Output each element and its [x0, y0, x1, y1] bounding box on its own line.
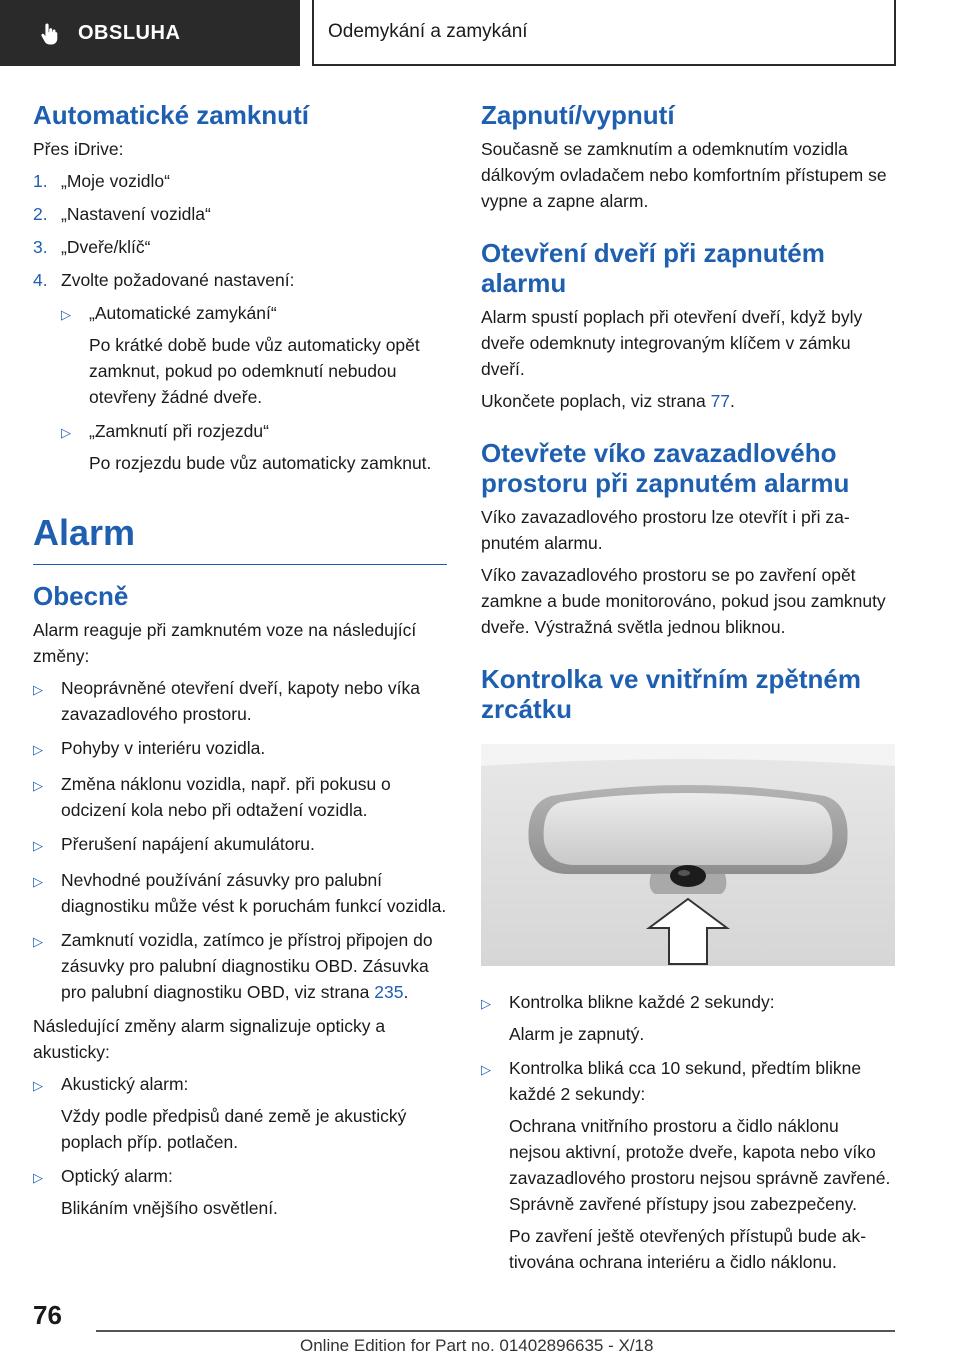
triangle-bullet-icon: ▷	[33, 934, 43, 949]
step-number: 2.	[33, 204, 48, 224]
list-item-text: Zamknutí vozidla, zatímco je přístroj připojen do zásuvky pro palubní diagnostiku OBD. Zásuvka pro palubní diagnostiku OBD, viz strana	[61, 930, 433, 1002]
list-item-text: Přerušení napájení akumulátoru.	[61, 834, 315, 854]
header-section-label: OBSLUHA	[78, 21, 181, 44]
list-item	[481, 989, 895, 1047]
doors-heading: Otevření dveří při zapnutém alarmu	[481, 238, 825, 298]
auto-lock-intro: Přes iDrive:	[33, 139, 124, 159]
doors-text: Alarm spustí poplach při otevření dveří, když byly dveře odemknuty integrovaným klíčem v zámku dveří.	[481, 307, 863, 379]
step-item	[33, 267, 447, 293]
page-link-235[interactable]: 235	[374, 982, 404, 1002]
indicator-title: Kontrolka bliká cca 10 sekund, předtím blikne každé 2 sekundy:	[509, 1058, 862, 1104]
list-item	[61, 300, 447, 410]
general-heading: Obecně	[33, 581, 129, 611]
auto-lock-options	[61, 300, 447, 476]
triangle-bullet-icon: ▷	[33, 838, 43, 853]
triangle-bullet-icon: ▷	[33, 682, 43, 697]
list-item	[33, 771, 447, 823]
page-link-77[interactable]: 77	[710, 391, 731, 411]
step-number: 4.	[33, 270, 48, 290]
signal-title: Akustický alarm:	[61, 1074, 189, 1094]
indicator-list	[481, 989, 895, 1275]
auto-lock-steps	[33, 168, 447, 293]
triangle-bullet-icon: ▷	[33, 874, 43, 889]
rearview-mirror-illustration	[481, 744, 895, 966]
triangle-bullet-icon: ▷	[33, 778, 43, 793]
alarm-chapter-title: Alarm	[33, 512, 447, 565]
header-chapter-label: Odemykání a zamykání	[328, 21, 528, 42]
doors-end-label: Ukončete poplach, viz strana	[481, 391, 711, 411]
triangle-bullet-icon: ▷	[481, 996, 491, 1011]
mirror-heading: Kontrolka ve vnitřním zpětném zrcátku	[481, 664, 861, 724]
option-title: „Automatické zamykání“	[89, 303, 277, 323]
list-item	[33, 675, 447, 727]
step-text: „Dveře/klíč“	[61, 237, 151, 257]
indicator-desc: Ochrana vnitřního prostoru a čidlo náklonu nejsou aktivní, protože dveře, kapota nebo víko zavazadlového prostoru nejsou správně zavřené. Správně zavřené přístupy jsou zabezpečeny.	[509, 1116, 891, 1214]
signal-list	[33, 1071, 447, 1221]
step-text: „Moje vozidlo“	[61, 171, 170, 191]
list-item	[33, 927, 447, 1005]
triangle-bullet-icon: ▷	[481, 1062, 491, 1077]
signal-intro: Následující změny alarm signalizuje opticky a akusticky:	[33, 1016, 386, 1062]
onoff-heading: Zapnutí/vypnutí	[481, 100, 675, 130]
right-column	[481, 100, 895, 1283]
signal-desc: Blikáním vnějšího osvětlení.	[61, 1198, 278, 1218]
list-item	[481, 1055, 895, 1275]
triangle-bullet-icon: ▷	[33, 1170, 43, 1185]
page-number: 76	[33, 1300, 62, 1330]
list-item	[33, 867, 447, 919]
header-chapter-tab	[312, 0, 896, 66]
indicator-desc: Alarm je zapnutý.	[509, 1024, 645, 1044]
triangle-bullet-icon: ▷	[61, 307, 71, 322]
triangle-bullet-icon: ▷	[33, 1078, 43, 1093]
step-text: „Nastavení vozidla“	[61, 204, 211, 224]
trunk-text-1: Víko zavazadlového prostoru lze otevřít i při zapnutém alarmu.	[481, 507, 850, 553]
list-item-text: Neoprávněné otevření dveří, kapoty nebo víka zavazadlového prostoru.	[61, 678, 420, 724]
list-item	[33, 1163, 447, 1221]
footer-edition: Online Edition for Part no. 01402896635 - X/18	[300, 1336, 654, 1355]
list-item	[33, 831, 447, 859]
hand-pointer-icon	[38, 21, 62, 45]
footer-divider	[96, 1330, 895, 1332]
option-desc: Po rozjezdu bude vůz automaticky zamknut.	[89, 453, 432, 473]
header-section-tab	[0, 0, 300, 66]
step-item	[33, 168, 447, 194]
punctuation: .	[730, 391, 735, 411]
trunk-text-2: Víko zavazadlového prostoru se po zavření opět zamkne a bude monitorováno, pokud jsou zamknuty dveře. Výstražná světla jednou bliknou.	[481, 565, 886, 637]
doors-end-text	[481, 388, 895, 414]
punctuation: .	[403, 982, 409, 1002]
step-number: 1.	[33, 171, 48, 191]
list-item-text: Nevhodné používání zásuvky pro palubní diagnostiku může vést k poruchám funkcí vozidla.	[61, 870, 447, 916]
list-item	[61, 418, 447, 476]
option-title: „Zamknutí při rozjezdu“	[89, 421, 269, 441]
option-desc: Po krátké době bude vůz automaticky opět zamknut, pokud po odemknutí nebudou otevřeny žádné dveře.	[89, 335, 420, 407]
triangle-bullet-icon: ▷	[33, 742, 43, 757]
triangle-bullet-icon: ▷	[61, 425, 71, 440]
trunk-heading: Otevřete víko zavazadlového prostoru při zapnutém alarmu	[481, 438, 850, 498]
auto-lock-heading: Automatické zamknutí	[33, 100, 309, 130]
list-item-text: Změna náklonu vozidla, např. při pokusu o odcizení kola nebo při odtažení vozidla.	[61, 774, 391, 820]
list-item-text: Pohyby v interiéru vozidla.	[61, 738, 266, 758]
step-number: 3.	[33, 237, 48, 257]
indicator-desc: Po zavření ještě otevřených přístupů bude aktivována ochrana interiéru a čidlo náklonu.	[509, 1226, 867, 1272]
general-intro: Alarm reaguje při zamknutém voze na následující změny:	[33, 620, 417, 666]
signal-desc: Vždy podle předpisů dané země je akustický poplach příp. potlačen.	[61, 1106, 407, 1152]
step-item	[33, 234, 447, 260]
signal-title: Optický alarm:	[61, 1166, 173, 1186]
left-column	[33, 100, 447, 1229]
list-item	[33, 1071, 447, 1155]
alarm-trigger-list	[33, 675, 447, 1005]
list-item	[33, 735, 447, 763]
onoff-text: Současně se zamknutím a odemknutím vozidla dálkovým ovladačem nebo komfortním přístupem se vypne a zapne alarm.	[481, 139, 887, 211]
step-item	[33, 201, 447, 227]
step-text: Zvolte požadované nastavení:	[61, 270, 295, 290]
indicator-title: Kontrolka blikne každé 2 sekundy:	[509, 992, 775, 1012]
